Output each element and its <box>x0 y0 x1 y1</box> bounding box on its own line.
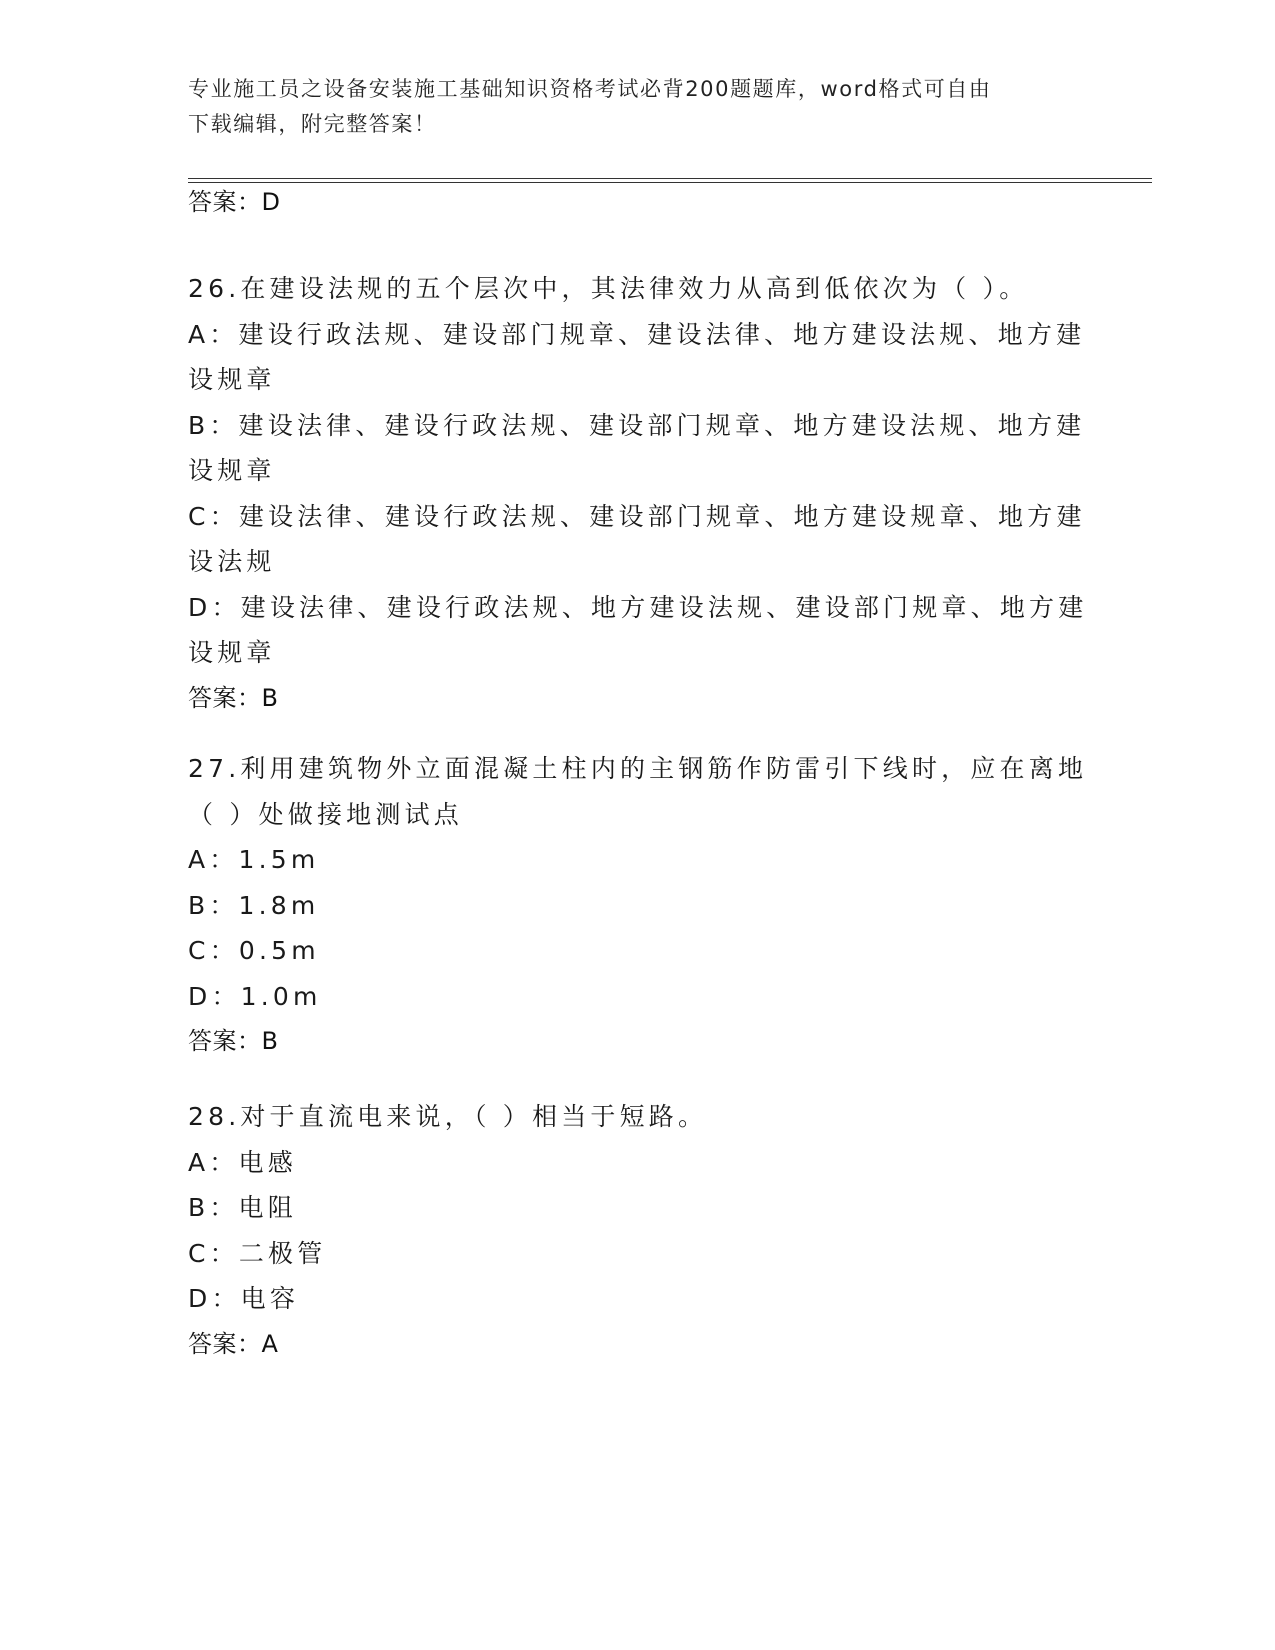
answer: 答案：B <box>188 1027 279 1055</box>
option-d-line-1: D：建设法律、建设行政法规、地方建设法规、建设部门规章、地方建 <box>188 592 1088 622</box>
option-b: B：电阻 <box>188 1193 297 1222</box>
question-stem: 26.在建设法规的五个层次中，其法律效力从高到低依次为（ ）。 <box>188 274 1029 303</box>
question-27 <box>188 746 1088 1064</box>
header-line-2: 下载编辑，附完整答案！ <box>188 112 437 136</box>
question-stem-line-1: 27.利用建筑物外立面混凝土柱内的主钢筋作防雷引下线时，应在离地 <box>188 754 1088 783</box>
answer-q25: 答案：D <box>188 188 281 216</box>
header-rule <box>188 178 1152 179</box>
answer: 答案：A <box>188 1329 279 1358</box>
answer: 答案：B <box>188 683 279 712</box>
option-a-line-2: 设规章 <box>188 365 276 394</box>
option-a: A：电感 <box>188 1147 297 1177</box>
option-c-line-2: 设法规 <box>188 547 276 576</box>
question-stem-line-2: （ ）处做接地测试点 <box>188 799 463 829</box>
option-b-line-2: 设规章 <box>188 456 276 485</box>
option-d: D：电容 <box>188 1284 300 1313</box>
option-c: C：二极管 <box>188 1238 327 1268</box>
question-28 <box>188 1094 1088 1367</box>
option-a: A：1.5m <box>188 845 320 874</box>
question-26 <box>188 266 1088 721</box>
header-line-1: 专业施工员之设备安装施工基础知识资格考试必背200题题库，word格式可自由 <box>188 77 992 101</box>
option-a-line-1: A：建设行政法规、建设部门规章、建设法律、地方建设法规、地方建 <box>188 319 1086 349</box>
option-c: C：0.5m <box>188 936 320 965</box>
header-rule-thin <box>188 182 1152 183</box>
option-c-line-1: C：建设法律、建设行政法规、建设部门规章、地方建设规章、地方建 <box>188 501 1086 531</box>
question-stem: 28.对于直流电来说，（ ）相当于短路。 <box>188 1102 708 1131</box>
option-d: D：1.0m <box>188 981 322 1011</box>
option-d-line-2: 设规章 <box>188 638 276 667</box>
option-b: B：1.8m <box>188 890 320 920</box>
option-b-line-1: B：建设法律、建设行政法规、建设部门规章、地方建设法规、地方建 <box>188 410 1086 440</box>
page-header <box>188 72 1068 142</box>
